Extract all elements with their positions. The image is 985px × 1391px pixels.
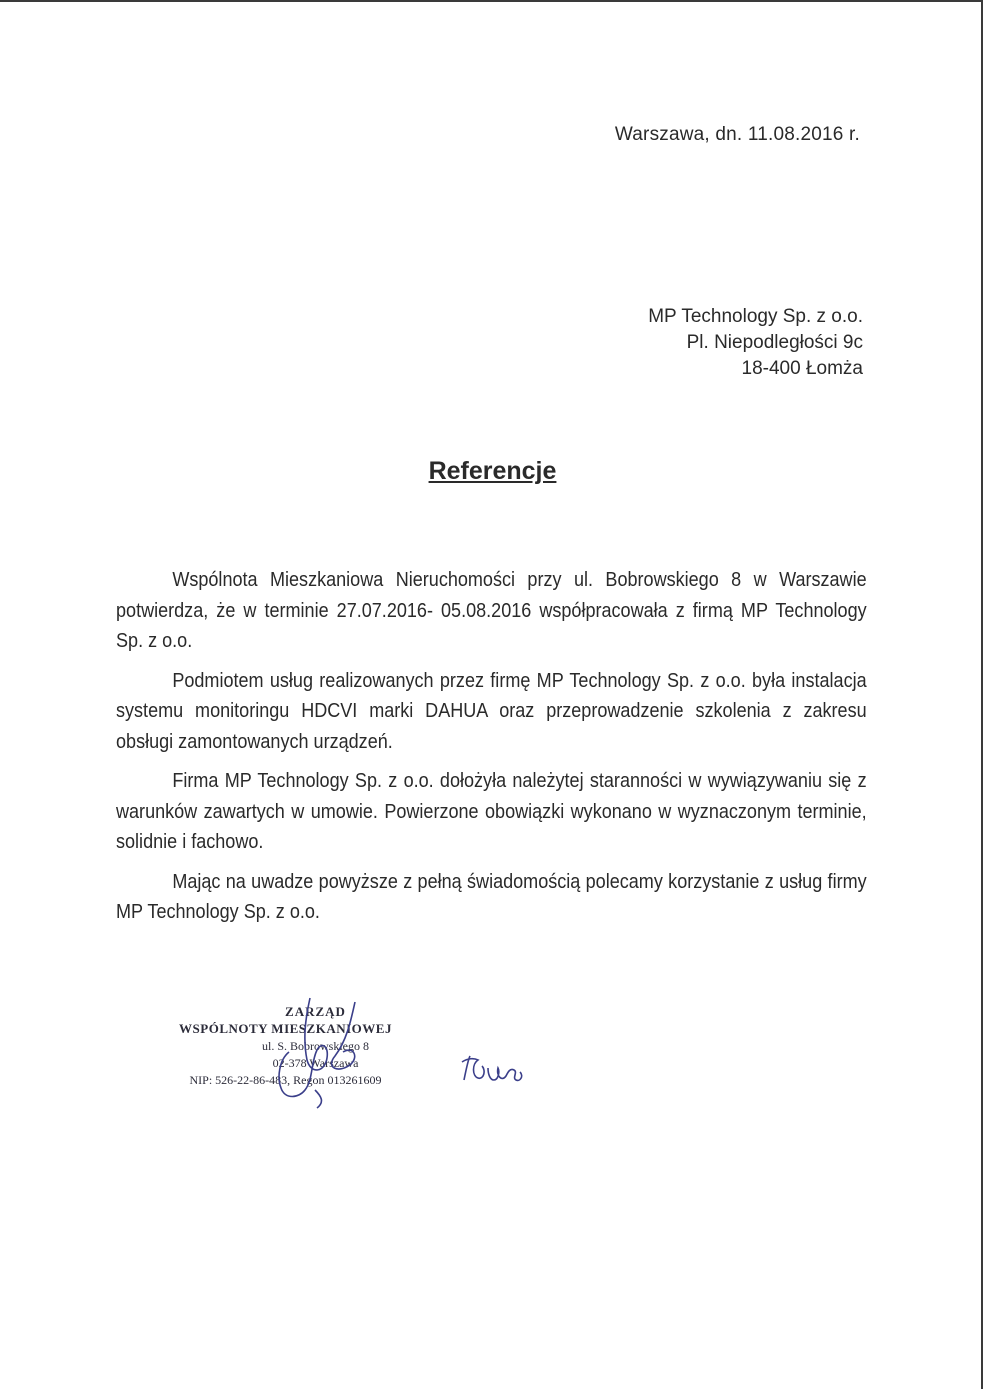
recipient-city: 18-400 Łomża xyxy=(741,358,863,379)
signature-1-stroke-a xyxy=(279,998,327,1097)
paragraph-1: Wspólnota Mieszkaniowa Nieruchomości przy ul. Bobrowskiego 8 w Warszawie potwierdza, że w terminie 27.07.2016- 05.08.2016 współpracowała z firmą MP Technology Sp. z o.o. xyxy=(116,568,867,652)
recipient-company: MP Technology Sp. z o.o. xyxy=(648,306,863,327)
recipient-address xyxy=(648,304,863,382)
stamp-line-2: WSPÓLNOTY MIESZKANIOWEJ xyxy=(179,1021,392,1036)
paragraph-3: Firma MP Technology Sp. z o.o. dołożyła należytej staranności w wywiązywaniu się z warunków zawartych w umowie. Powierzone obowiązki wykonano w wyznaczonym terminie, solidnie i fachowo. xyxy=(116,769,867,853)
recipient-street: Pl. Niepodległości 9c xyxy=(686,332,863,353)
stamp-line-3: ul. S. Bobrowskiego 8 xyxy=(261,1039,369,1053)
signature-1-stroke-b xyxy=(315,1002,355,1108)
signature-2-stroke xyxy=(462,1056,522,1080)
stamp-line-5: NIP: 526-22-86-483, Regon 013261609 xyxy=(189,1073,382,1087)
stamp-line-1: ZARZĄD xyxy=(285,1004,346,1019)
letter-title: Referencje xyxy=(428,457,557,485)
paragraph-4: Mając na uwadze powyższe z pełną świadomością polecamy korzystanie z usług firmy MP Technology Sp. z o.o. xyxy=(116,869,867,923)
signature-1 xyxy=(255,990,395,1120)
paragraph-2: Podmiotem usług realizowanych przez firmę MP Technology Sp. z o.o. była instalacja systemu monitoringu HDCVI marki DAHUA oraz przeprowadzenie szkolenia z zakresu obsługi zamontowanych urządzeń. xyxy=(116,668,867,753)
letter-date: Warszawa, dn. 11.08.2016 r. xyxy=(614,124,860,145)
letter-body xyxy=(116,565,867,937)
stamp-line-4: 02-378 Warszawa xyxy=(272,1056,359,1070)
signature-2 xyxy=(458,1050,533,1095)
